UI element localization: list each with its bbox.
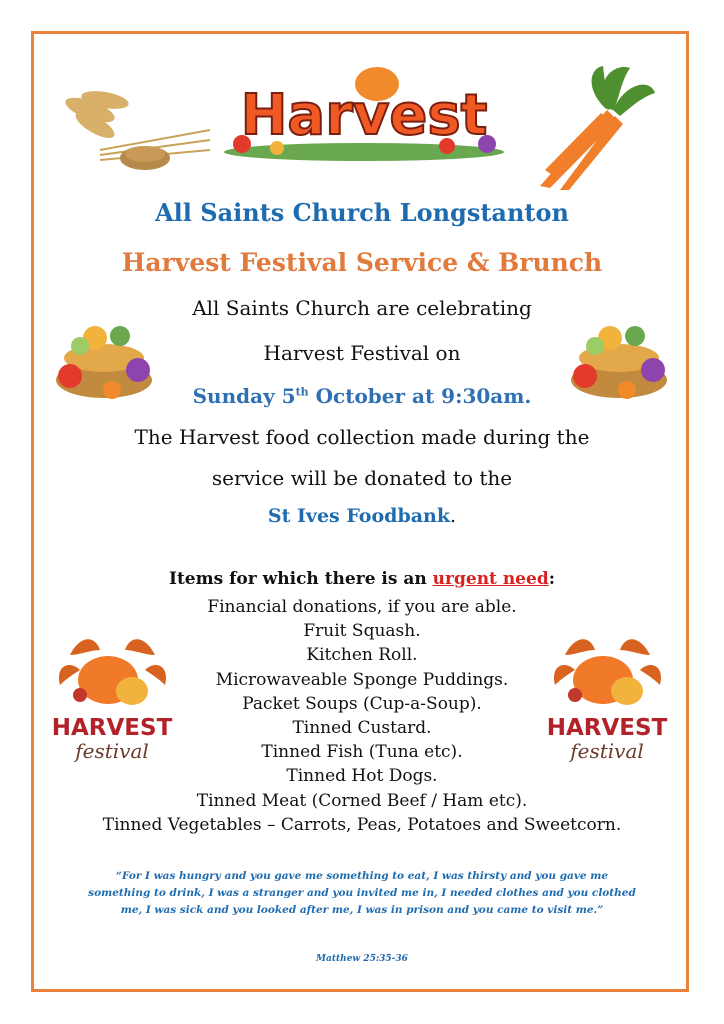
event-title: Harvest Festival Service & Brunch <box>121 248 603 277</box>
needed-items-list <box>0 595 724 837</box>
event-date-rest: October at 9:30am. <box>308 384 532 408</box>
list-item: Tinned Custard. <box>292 718 432 739</box>
list-item: Tinned Vegetables – Carrots, Peas, Potatoes and Sweetcorn. <box>102 814 622 835</box>
list-item: Financial donations, if you are able. <box>207 597 517 617</box>
foodbank-name <box>0 505 724 527</box>
church-title: All Saints Church Longstanton <box>155 198 569 227</box>
wheat-icon <box>60 80 220 175</box>
urgent-need-label: urgent need <box>432 569 549 589</box>
event-date <box>0 384 724 408</box>
list-item: Tinned Hot Dogs. <box>286 766 438 787</box>
intro-line-4: The Harvest food collection made during the <box>134 425 590 449</box>
list-item: Kitchen Roll. <box>306 645 418 666</box>
foodbank-period: . <box>450 505 457 527</box>
list-item: Fruit Squash. <box>303 621 421 642</box>
bible-quote: “For I was hungry and you gave me something to eat, I was thirsty and you gave me something to drink, I was a stranger and you invited me in, I needed clothes and you clothed me, I was sick and you looked after me, I was in prison and you came to visit me.” <box>88 870 636 916</box>
badge-word-harvest: HARVEST <box>51 715 173 741</box>
foodbank-text: St Ives Foodbank <box>267 505 451 527</box>
bible-citation: Matthew 25:35-36 <box>316 954 408 964</box>
intro-line-2: Harvest Festival on <box>263 341 461 365</box>
items-heading-suffix: : <box>548 569 555 589</box>
list-item: Packet Soups (Cup-a-Soup). <box>242 693 482 714</box>
items-heading-prefix: Items for which there is an <box>169 569 433 589</box>
badge-word-festival: festival <box>75 739 149 763</box>
event-date-suffix: th <box>295 385 309 399</box>
intro-line-5: service will be donated to the <box>211 466 513 490</box>
carrot-icon <box>535 58 660 193</box>
harvest-logo <box>222 62 507 160</box>
badge-word-harvest: HARVEST <box>546 715 668 741</box>
event-date-day: Sunday 5 <box>192 384 296 408</box>
items-heading <box>0 569 724 589</box>
harvest-logo-text: Harvest <box>240 83 488 148</box>
badge-word-festival: festival <box>570 739 644 763</box>
intro-line-1: All Saints Church are celebrating <box>192 296 532 320</box>
list-item: Tinned Fish (Tuna etc). <box>261 742 463 763</box>
list-item: Tinned Meat (Corned Beef / Ham etc). <box>196 790 528 811</box>
list-item: Microwaveable Sponge Puddings. <box>215 669 509 690</box>
